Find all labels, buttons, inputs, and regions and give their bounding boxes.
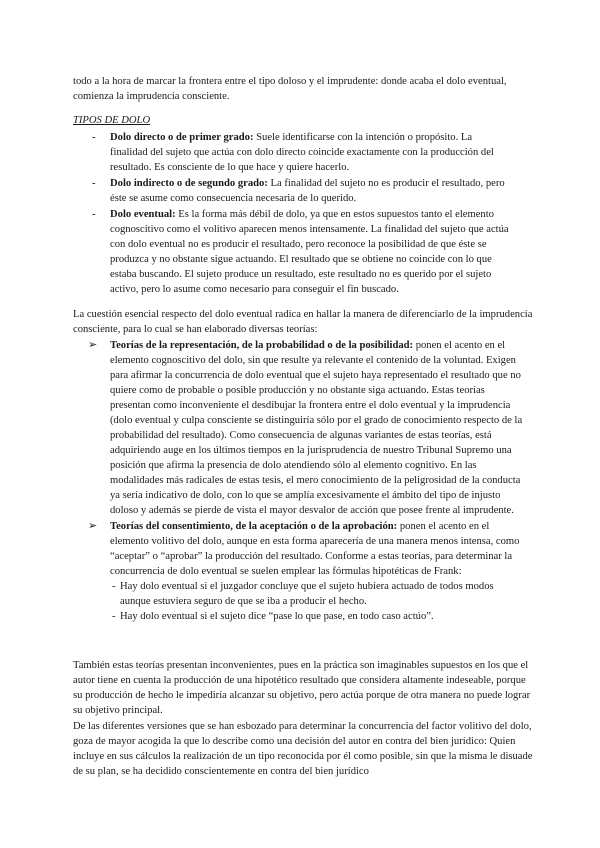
list-item-dolo-eventual [0, 207, 512, 297]
theory-consent-text: ponen el acento en el elemento volitivo del dolo, aunque en esta forma aparecería de una manera menos intensa, como “aceptar” o “aprobar” la producción del resultado. Conforme a estas teorías, para determinar la concurrencia de dolo eventual se suelen emplear las fórmulas hipotéticas de Frank: [110, 521, 520, 577]
types-heading: TIPOS DE DOLO [73, 115, 151, 126]
frank-formula-item [110, 609, 524, 624]
dolo-indirecto-text: La finalidad del sujeto no es producir el resultado, pero éste se asume como consecuencia necesaria de lo querido. [110, 178, 505, 204]
theory-consent-title: Teorías del consentimiento, de la aceptación o de la aprobación: [110, 521, 398, 532]
frank-formula-text: Hay dolo eventual si el sujeto dice “pase lo que pase, en todo caso actúo”. [120, 611, 434, 622]
frank-formula-text: Hay dolo eventual si el juzgador concluye que el sujeto hubiera actuado de todos modos aunque estuviera seguro de que se iba a producir el hecho. [120, 581, 494, 607]
list-item-theory-consent [0, 519, 524, 624]
list-item-dolo-indirecto [0, 176, 512, 206]
theory-representation-text: ponen el acento en el elemento cognoscitivo del dolo, sin que resulte ya relevante el contenido de la voluntad. Exigen para afirmar la concurrencia de dolo eventual que el sujeto haya representado el resultado que no quiere como de probable o posible producción y no obstante siga actuando. Estas teorías presentan como inconveniente el desdibujar la frontera entre el dolo eventual y la imprudencia (dolo eventual y culpa consciente se distinguiría sólo por el grado de conocimiento respecto de la probabilidad del resultado). Como consecuencia de algunas variantes de estas teorías, está adquiriendo auge en los últimos tiempos en la jurisprudencia de nuestro Tribunal Supremo una posición que afirma la presencia de dolo atendiendo sólo al elemento cognitivo. En las modalidades más radicales de estas tesis, el mero conocimiento de la peligrosidad de la conducta ya sería indicativo de dolo, con lo que se amplía excesivamente el ámbito del tipo de injusto doloso y además se pierde de vista el mayor desvalor de acción que posee frente al imprudente. [110, 340, 523, 516]
theory-representation-title: Teorías de la representación, de la probabilidad o de la posibilidad: [110, 340, 414, 351]
list-marker: - [92, 178, 96, 189]
frank-formula-item [110, 579, 524, 609]
list-marker: - [112, 611, 116, 622]
list-marker: - [92, 209, 96, 220]
list-item-dolo-directo [0, 130, 512, 175]
list-item-theory-representation [0, 338, 524, 518]
question-paragraph: La cuestión esencial respecto del dolo eventual radica en hallar la manera de diferenciarlo de la imprudencia consciente, para lo cual se han elaborado diversas teorías: [73, 309, 533, 335]
closing-paragraph-2: De las diferentes versiones que se han esbozado para determinar la concurrencia del factor volitivo del dolo, goza de mayor acogida la que lo describe como una decisión del autor en contra del bien jurídico: Quien incluye en sus cálculos la realización de un tipo reconocida por él como posible, sin que la misma le disuade de su plan, se ha decidido conscientemente en contra del bien jurídico [73, 721, 533, 777]
list-marker: - [112, 581, 116, 592]
dolo-types-list [0, 130, 512, 298]
arrow-bullet-icon: ➢ [88, 520, 98, 532]
intro-paragraph: todo a la hora de marcar la frontera entre el tipo doloso y el imprudente: donde acaba el dolo eventual, comienza la imprudencia consciente. [73, 76, 507, 102]
arrow-bullet-icon: ➢ [88, 339, 98, 351]
dolo-eventual-text: Es la forma más débil de dolo, ya que en estos supuestos tanto el elemento cognoscitivo como el volitivo aparecen menos intensamente. La finalidad del sujeto que actúa con dolo eventual no es producir el resultado, pero reconoce la posibilidad de que éste se produzca y no obstante sigue actuando. El resultado que se obtiene no coincide con lo que estaba buscando. El sujeto produce un resultado, este resultado no es querido por el sujeto activo, pero lo asume como necesario para conseguir el fin buscado. [110, 209, 509, 295]
dolo-eventual-title: Dolo eventual: [110, 209, 176, 220]
closing-paragraph-1: También estas teorías presentan inconvenientes, pues en la práctica son imaginables supuestos en los que el autor tiene en cuenta la producción de una hipotético resultado que considera altamente indeseable, porque su producción de hecho le impediría alcanzar su objetivo, pero actúa porque de otra manera no puede lograr su objetivo principal. [73, 660, 531, 716]
dolo-directo-title: Dolo directo o de primer grado: [110, 132, 254, 143]
dolo-indirecto-title: Dolo indirecto o de segundo grado: [110, 178, 268, 189]
dolo-directo-text: Suele identificarse con la intención o propósito. La finalidad del sujeto que actúa con dolo directo coincide exactamente con la producción del resultado. Es consciente de lo que hace y quiere hacerlo. [110, 132, 494, 173]
theories-list [0, 338, 524, 625]
frank-formulas [110, 579, 524, 624]
list-marker: - [92, 132, 96, 143]
